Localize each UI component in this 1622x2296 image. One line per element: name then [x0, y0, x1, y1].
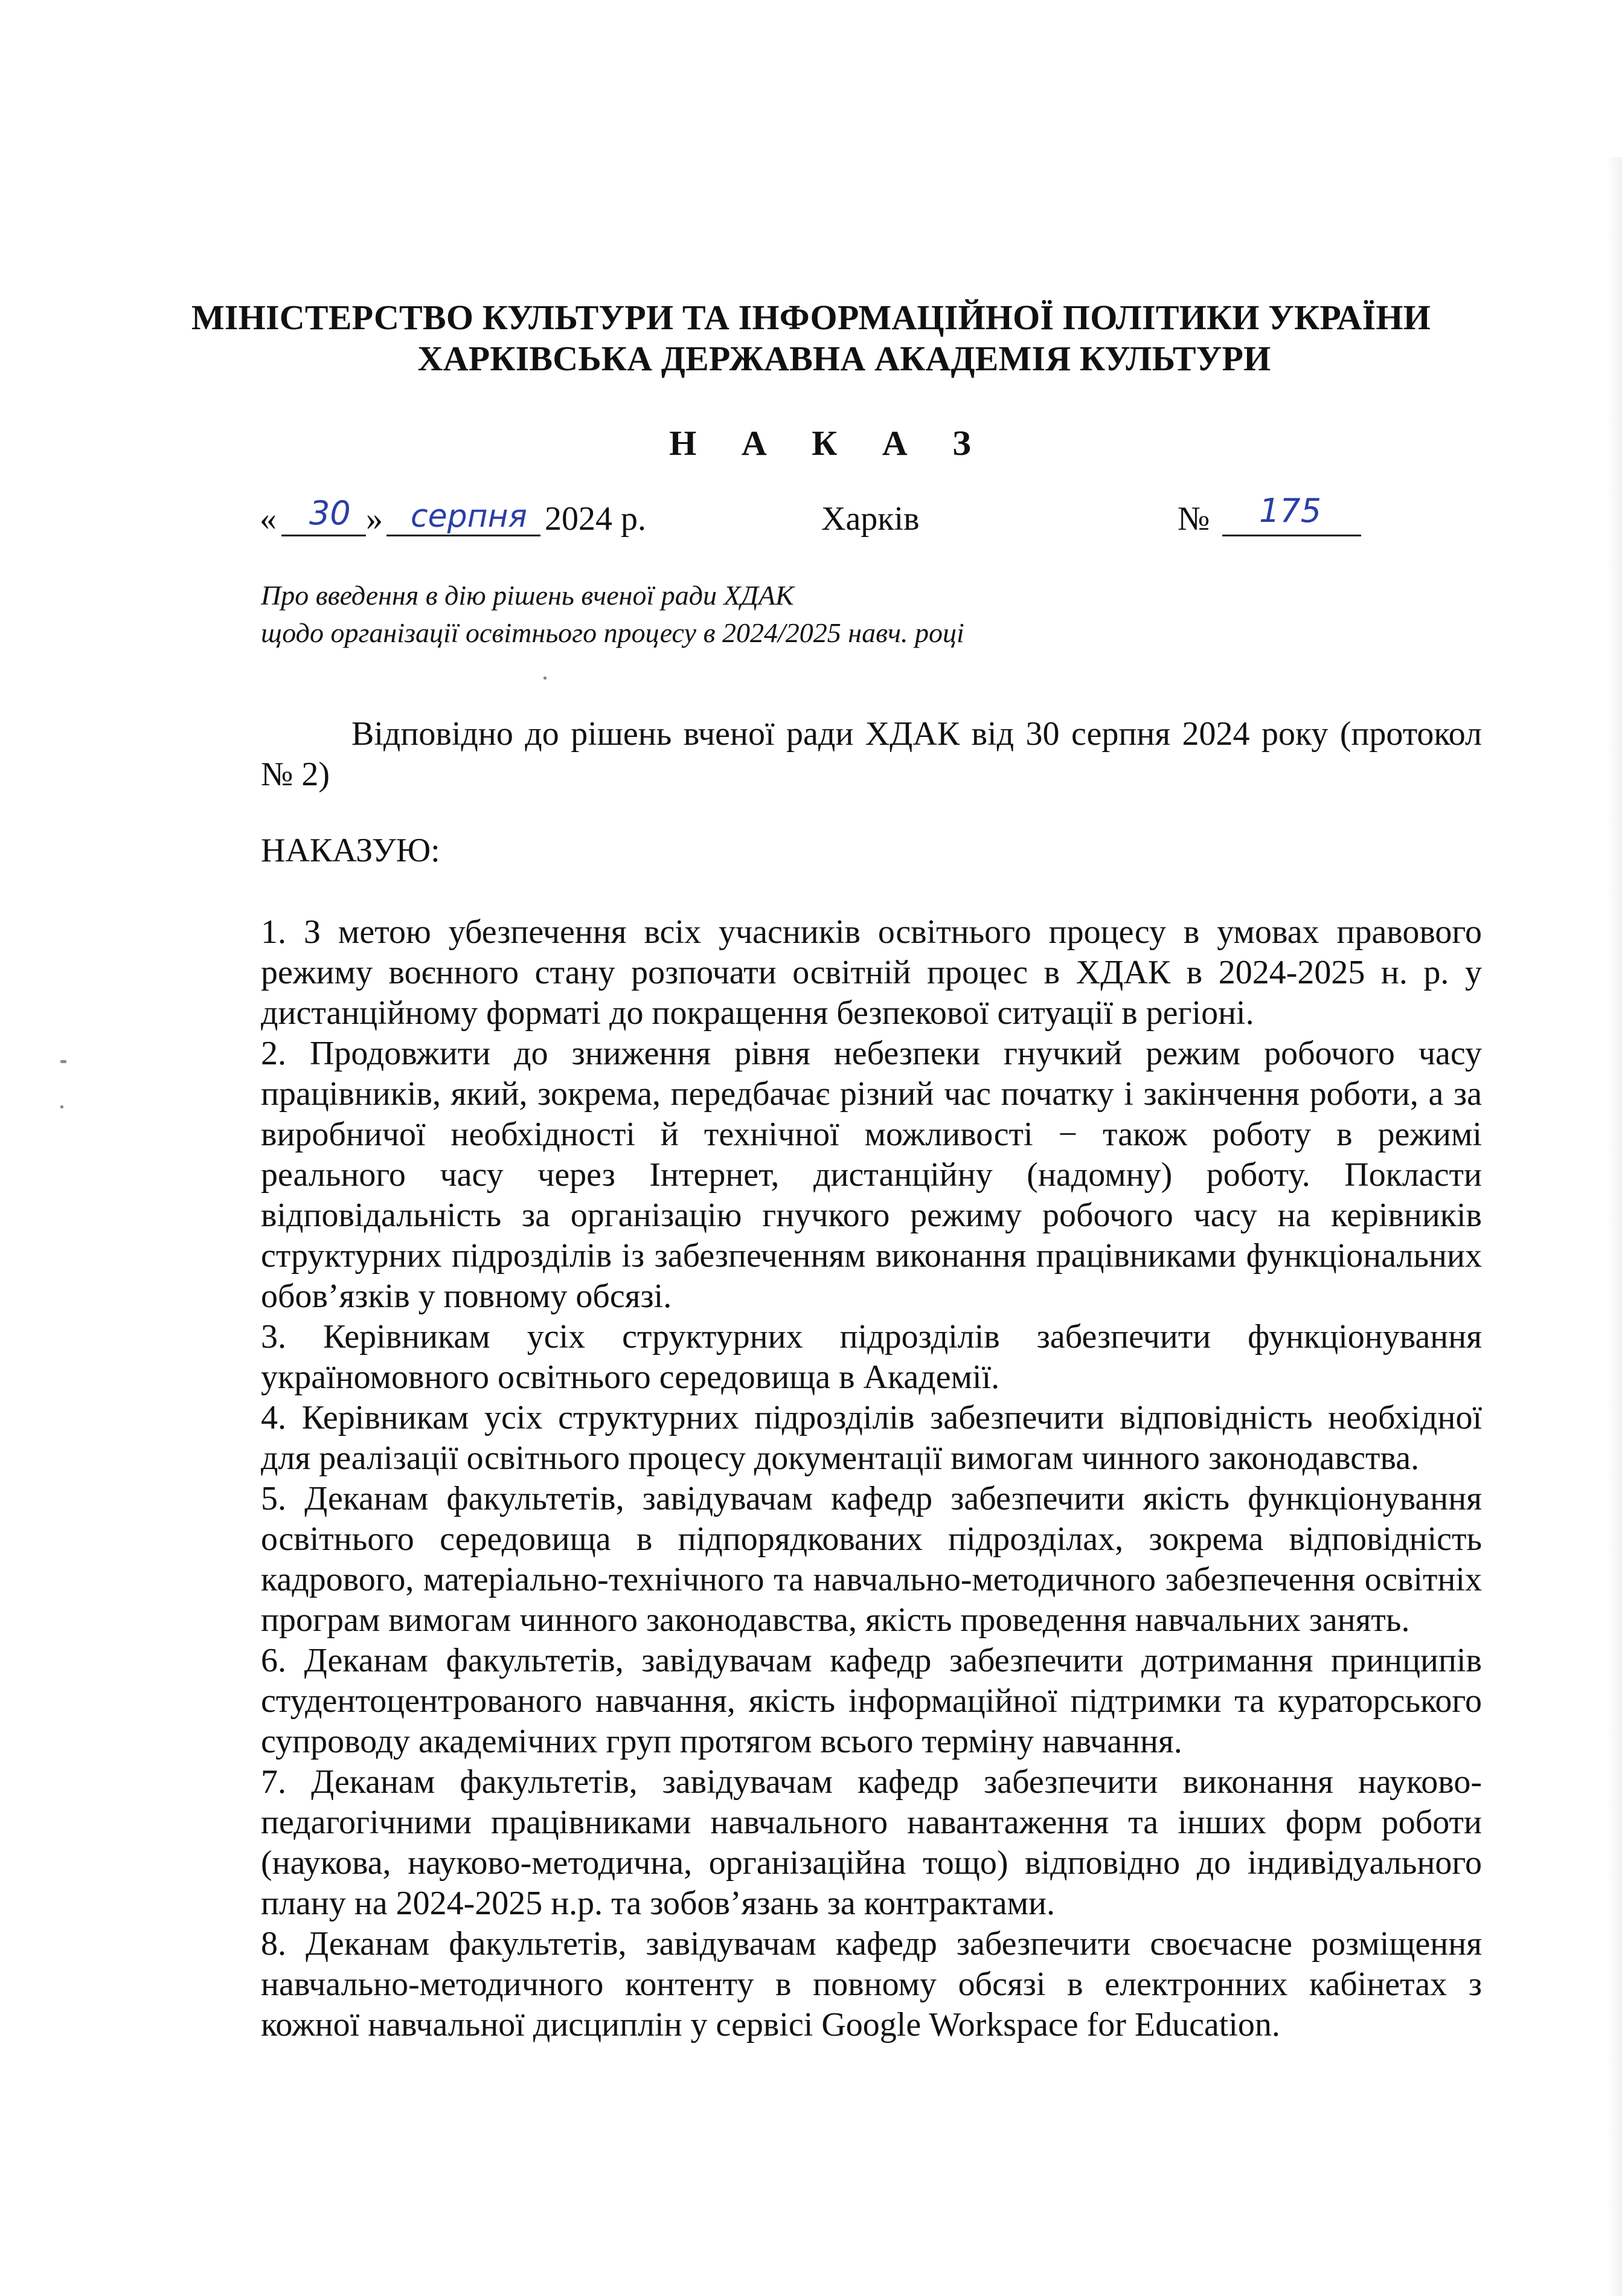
subject-line: щодо організації освітнього процесу в 2024/2025 навч. році [261, 617, 964, 648]
order-year: 2024 р. [545, 500, 646, 538]
order-subject [261, 577, 964, 652]
academy-heading: ХАРКІВСЬКА ДЕРЖАВНА АКАДЕМІЯ КУЛЬТУРИ [417, 339, 1271, 378]
scan-speck [60, 1060, 66, 1063]
date-open-quote: « [260, 500, 277, 538]
scan-speck [60, 1105, 63, 1108]
date-close-quote: » [366, 500, 383, 538]
document-type-title: Н А К А З [669, 423, 989, 463]
scan-edge-shadow [1606, 157, 1622, 2296]
handwritten-day: 30 [309, 494, 351, 532]
order-item: 3. Керівникам усіх структурних підрозділів забезпечити функціонування україномовного освітнього середовища в Академії. [261, 1318, 1482, 1396]
subject-line: Про введення в дію рішень вченої ради ХДАК [261, 580, 794, 611]
order-item: 4. Керівникам усіх структурних підрозділів забезпечити відповідність необхідної для реалізації освітнього процесу документації вимогам чинного законодавства. [261, 1399, 1482, 1477]
ministry-heading: МІНІСТЕРСТВО КУЛЬТУРИ ТА ІНФОРМАЦІЙНОЇ ПОЛІТИКИ УКРАЇНИ [191, 298, 1431, 337]
order-item: 7. Деканам факультетів, завідувачам кафедр забезпечити виконання науково-педагогічними працівниками навчального навантаження та інших форм роботи (наукова, науково-методична, організаційна тощо) відповідно до індивідуального плану на 2024-2025 н.р. та зобов’язань за контрактами. [261, 1763, 1482, 1922]
order-item: 1. З метою убезпечення всіх учасників освітнього процесу в умовах правового режиму воєнного стану розпочати освітній процес в ХДАК в 2024-2025 н. р. у дистанційному форматі до покращення безпекової ситуації в регіоні. [261, 913, 1482, 1032]
intro-paragraph: Відповідно до рішень вченої ради ХДАК від 30 серпня 2024 року (протокол № 2) [261, 715, 1482, 793]
order-word: НАКАЗУЮ: [261, 832, 440, 869]
scan-speck [543, 677, 547, 680]
order-item: 2. Продовжити до зниження рівня небезпеки гнучкий режим робочого часу працівників, який, зокрема, передбачає різний час початку і закінчення роботи, а за виробничої необхідності й технічної можливості − також роботу в режимі реального часу через Інтернет, дистанційну (надомну) роботу. Покласти відповідальність за організацію гнучкого режиму робочого часу на керівників структурних підрозділів із забезпеченням виконання працівниками функціональних обов’язків у повному обсязі. [261, 1035, 1482, 1315]
order-item: 5. Деканам факультетів, завідувачам кафедр забезпечити якість функціонування освітнього середовища в підпорядкованих підрозділах, зокрема відповідність кадрового, матеріально-технічного та навчально-методичного забезпечення освітніх програм вимогам чинного законодавства, якість проведення навчальних занять. [261, 1480, 1482, 1639]
order-items [261, 912, 1482, 2045]
handwritten-number: 175 [1259, 492, 1322, 530]
handwritten-month: серпня [411, 498, 527, 535]
order-item: 8. Деканам факультетів, завідувачам кафедр забезпечити своєчасне розміщення навчально-методичного контенту в повному обсязі в електронних кабінетах з кожної навчальної дисциплін у сервісі Google Workspace for Education. [261, 1925, 1482, 2044]
number-sign: № [1178, 500, 1210, 538]
date-place-number-row [0, 492, 1622, 547]
order-item: 6. Деканам факультетів, завідувачам кафедр забезпечити дотримання принципів студентоцентрованого навчання, якість інформаційної підтримки та кураторського супроводу академічних груп протягом всього терміну навчання. [261, 1642, 1482, 1760]
order-city: Харків [821, 500, 920, 538]
